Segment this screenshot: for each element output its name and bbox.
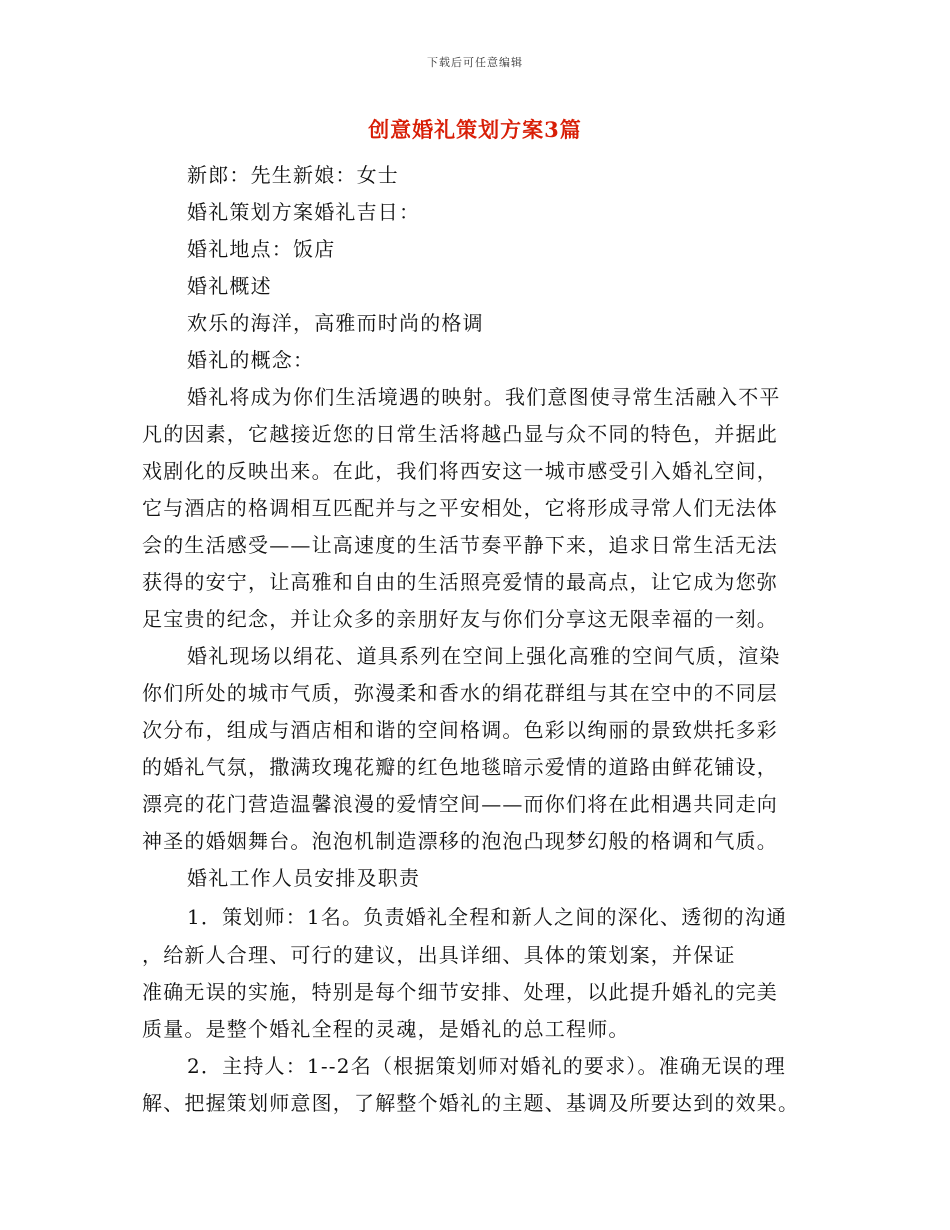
paragraph-line: ，给新人合理、可行的建议，出具详细、具体的策划案，并保证 — [142, 943, 736, 967]
paragraph-line: 的婚礼气氛，撒满玫瑰花瓣的红色地毯暗示爱情的道路由鲜花铺设， — [142, 755, 778, 779]
paragraph-line: 婚礼概述 — [187, 274, 272, 298]
paragraph-line: 1．策划师：1名。负责婚礼全程和新人之间的深化、透彻的沟通 — [187, 905, 788, 929]
paragraph-line: 会的生活感受——让高速度的生活节奏平静下来，追求日常生活无法 — [142, 533, 778, 557]
paragraph-line: 它与酒店的格调相互匹配并与之平安相处，它将形成寻常人们无法体 — [142, 496, 778, 520]
document-title: 创意婚礼策划方案3篇 — [368, 117, 582, 142]
paragraph-line: 神圣的婚姻舞台。泡泡机制造漂移的泡泡凸现梦幻般的格调和气质。 — [142, 829, 778, 853]
paragraph-line: 获得的安宁，让高雅和自由的生活照亮爱情的最高点，让它成为您弥 — [142, 570, 778, 594]
paragraph-line: 解、把握策划师意图，了解整个婚礼的主题、基调及所要达到的效果。 — [142, 1091, 800, 1115]
paragraph-line: 婚礼现场以绢花、道具系列在空间上强化高雅的空间气质，渲染 — [187, 644, 781, 668]
paragraph-line: 婚礼将成为你们生活境遇的映射。我们意图使寻常生活融入不平 — [187, 385, 781, 409]
paragraph-line: 凡的因素，它越接近您的日常生活将越凸显与众不同的特色，并据此 — [142, 422, 778, 446]
paragraph-line: 准确无误的实施，特别是每个细节安排、处理，以此提升婚礼的完美 — [142, 980, 778, 1004]
paragraph-line: 婚礼的概念： — [187, 348, 315, 372]
paragraph-line: 婚礼工作人员安排及职责 — [187, 866, 421, 890]
paragraph-line: 婚礼地点：饭店 — [187, 237, 336, 261]
paragraph-line: 漂亮的花门营造温馨浪漫的爱情空间——而你们将在此相遇共同走向 — [142, 792, 778, 816]
page-header-note: 下载后可任意编辑 — [427, 56, 523, 69]
paragraph-line: 婚礼策划方案婚礼吉日： — [187, 200, 421, 224]
paragraph-line: 质量。是整个婚礼全程的灵魂，是婚礼的总工程师。 — [142, 1017, 630, 1041]
paragraph-line: 新郎：先生新娘：女士 — [187, 163, 399, 187]
paragraph-line: 你们所处的城市气质，弥漫柔和香水的绢花群组与其在空中的不同层 — [142, 681, 778, 705]
paragraph-line: 2．主持人：1--2名（根据策划师对婚礼的要求）。准确无误的理 — [187, 1054, 786, 1078]
paragraph-line: 欢乐的海洋，高雅而时尚的格调 — [187, 311, 484, 335]
paragraph-line: 戏剧化的反映出来。在此，我们将西安这一城市感受引入婚礼空间， — [142, 459, 778, 483]
paragraph-line: 次分布，组成与酒店相和谐的空间格调。色彩以绚丽的景致烘托多彩 — [142, 718, 778, 742]
paragraph-line: 足宝贵的纪念，并让众多的亲朋好友与你们分享这无限幸福的一刻。 — [142, 607, 778, 631]
